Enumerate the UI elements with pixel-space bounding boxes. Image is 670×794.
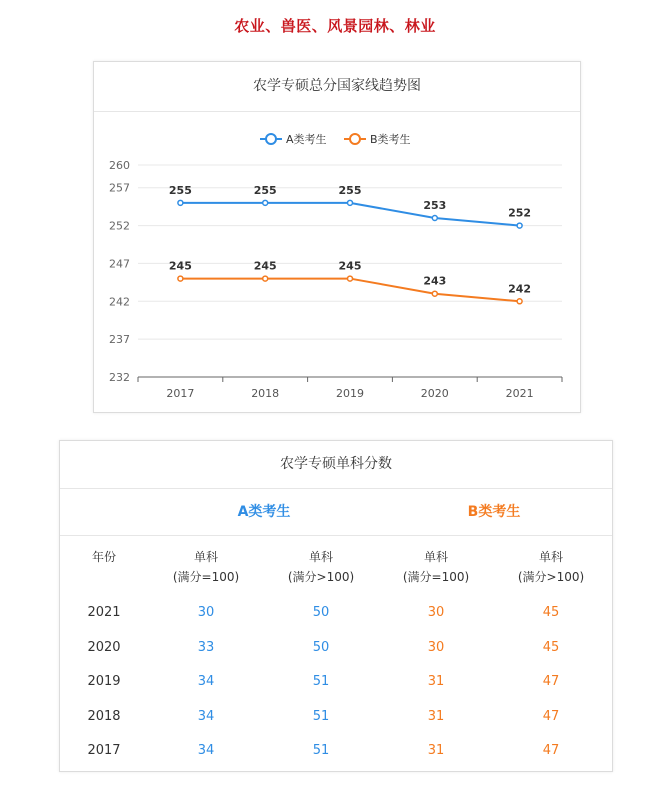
y-tick-label: 237 <box>109 333 130 347</box>
year-cell: 2020 <box>87 639 121 655</box>
y-tick-label: 257 <box>109 181 130 195</box>
x-tick-label: 2021 <box>505 387 534 400</box>
data-point <box>517 299 522 304</box>
data-point <box>517 223 522 228</box>
data-point <box>432 216 437 221</box>
data-point <box>178 276 183 281</box>
b-score-over100-cell: 47 <box>542 708 560 724</box>
x-tick-label: 2017 <box>166 387 195 400</box>
data-point <box>432 291 437 296</box>
year-cell: 2017 <box>87 743 121 758</box>
data-point <box>348 276 353 281</box>
data-label: 245 <box>338 259 362 273</box>
group-header-row <box>60 489 612 536</box>
b-score-over100-cell: 45 <box>542 605 560 620</box>
data-label: 255 <box>338 183 362 197</box>
y-tick-label: 242 <box>109 295 130 309</box>
chart-title: 农学专硕总分国家线趋势图 <box>94 62 580 112</box>
a-score-over100-cell: 50 <box>312 605 330 620</box>
legend-label: A类考生 <box>286 133 327 146</box>
b-score-over100-cell: 47 <box>542 674 560 689</box>
legend-marker-icon <box>266 134 276 144</box>
column-header-line2: (满分=100) <box>172 570 240 584</box>
a-score-over100-cell: 51 <box>312 674 330 689</box>
page-headline: 农业、兽医、风景园林、林业 <box>234 17 436 35</box>
column-header-line1: 单科 <box>538 550 563 564</box>
column-header-line2: (满分>100) <box>287 570 355 584</box>
b-score-100-cell: 30 <box>427 639 445 655</box>
column-header-line2: (满分>100) <box>517 570 585 584</box>
group-a-label: A类考生 <box>237 504 291 520</box>
b-score-100-cell: 31 <box>427 708 445 724</box>
column-header-line1: 单科 <box>308 550 333 564</box>
data-point <box>263 200 268 205</box>
b-score-over100-cell: 47 <box>542 743 560 758</box>
legend-label: B类考生 <box>370 133 411 146</box>
data-label: 253 <box>423 199 447 212</box>
y-tick-label: 252 <box>109 219 130 233</box>
a-score-100-cell: 34 <box>197 674 215 689</box>
table-title: 农学专硕单科分数 <box>60 441 612 489</box>
series-line-b <box>180 279 519 302</box>
legend-marker-icon <box>350 134 360 144</box>
trend-chart-card <box>93 61 581 413</box>
a-score-over100-cell: 51 <box>312 708 330 724</box>
b-score-over100-cell: 45 <box>542 639 560 655</box>
score-table-card <box>59 440 613 772</box>
data-label: 243 <box>423 274 447 288</box>
a-score-100-cell: 34 <box>197 708 215 724</box>
year-cell: 2019 <box>87 674 121 689</box>
b-score-100-cell: 31 <box>427 743 445 758</box>
y-tick-label: 260 <box>109 159 130 172</box>
data-label: 252 <box>508 206 532 220</box>
column-header-line2: (满分=100) <box>402 570 470 584</box>
data-label: 242 <box>508 282 532 296</box>
year-column-header: 年份 <box>91 550 116 564</box>
a-score-100-cell: 34 <box>197 743 215 758</box>
data-label: 245 <box>253 259 277 273</box>
a-score-over100-cell: 51 <box>312 743 330 758</box>
y-tick-label: 247 <box>109 257 130 271</box>
x-tick-label: 2018 <box>251 387 280 400</box>
a-score-100-cell: 33 <box>197 639 215 655</box>
data-label: 255 <box>168 183 192 197</box>
column-header-line1: 单科 <box>193 550 218 564</box>
a-score-over100-cell: 50 <box>312 639 330 655</box>
data-point <box>263 276 268 281</box>
group-b-label: B类考生 <box>467 504 521 520</box>
series-line-a <box>180 203 519 226</box>
a-score-100-cell: 30 <box>197 605 215 620</box>
year-cell: 2018 <box>87 708 121 724</box>
line-chart <box>94 112 580 412</box>
b-score-100-cell: 31 <box>427 674 445 689</box>
x-tick-label: 2019 <box>336 387 364 400</box>
y-tick-label: 232 <box>109 371 130 384</box>
b-score-100-cell: 30 <box>427 605 445 620</box>
column-header-line1: 单科 <box>423 550 448 564</box>
data-label: 245 <box>168 259 192 273</box>
data-label: 255 <box>253 183 277 197</box>
data-point <box>178 200 183 205</box>
x-tick-label: 2020 <box>420 387 449 400</box>
year-cell: 2021 <box>87 605 121 620</box>
data-point <box>348 200 353 205</box>
